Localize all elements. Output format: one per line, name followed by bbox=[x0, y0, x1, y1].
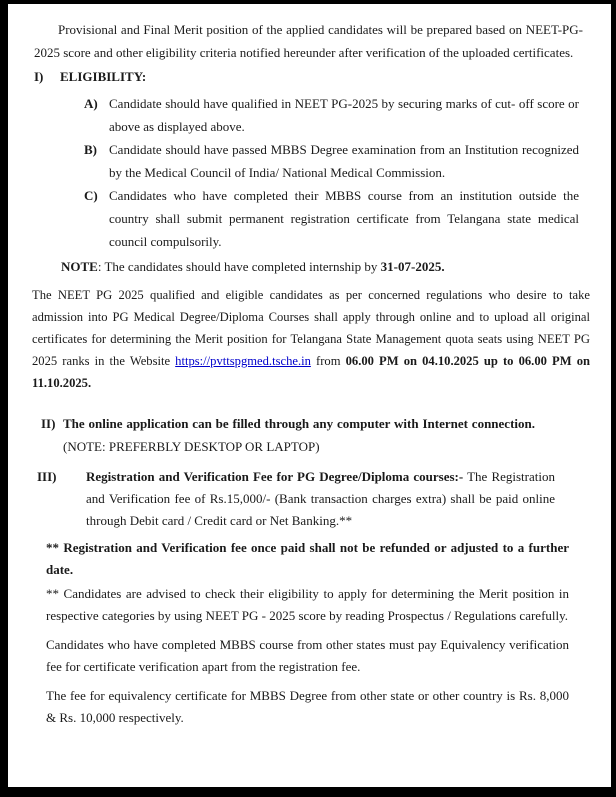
text-run: ** Registration and Verification fee once paid shall not be refunded or adjusted to a further date. bbox=[46, 540, 569, 577]
text-run: NOTE bbox=[61, 259, 98, 274]
text-run: Candidate should have passed MBBS Degree examination from an Institution recognized by the Medical Council of India/ National Medical Commission. bbox=[109, 142, 579, 180]
text-run: Candidates who have completed their MBBS course from an institution outside the country shall submit permanent registration certificate from Telangana state medical council compulsorily. bbox=[109, 188, 579, 249]
text-run: Candidates who have completed MBBS course from other states must pay Equivalency verification fee for certificate verification apart from the registration fee. bbox=[46, 637, 569, 674]
text-run: The Registration and Verification fee of Rs.15,000/- (Bank transaction charges extra) shall be paid online through Debit card / Credit card or Net Banking.** bbox=[86, 469, 555, 528]
item-ii-text bbox=[63, 412, 535, 458]
item-ii-marker: II) bbox=[41, 416, 56, 431]
equivalency-fee-amount-paragraph bbox=[46, 685, 569, 729]
eligibility-heading-marker: I) bbox=[34, 69, 44, 84]
text-run: (NOTE: PREFERBLY DESKTOP OR LAPTOP) bbox=[63, 439, 320, 454]
text-run: The NEET PG 2025 qualified and eligible candidates as per concerned regulations who desire to take admission into PG Medical Degree/Diploma Courses shall apply through online and to upload all original certificates for determining the Merit position for Telangana State Management quota seats using NEET PG 2025 ranks in the Website bbox=[32, 288, 590, 368]
document-page bbox=[8, 4, 611, 787]
list-item-c bbox=[34, 184, 579, 253]
eligibility-list bbox=[34, 92, 579, 253]
item-iii-text bbox=[86, 466, 555, 532]
list-item-a-text bbox=[109, 92, 579, 138]
text-run: Candidate should have qualified in NEET PG-2025 by securing marks of cut- off score or above as displayed above. bbox=[109, 96, 579, 134]
list-item-a-marker: A) bbox=[84, 96, 98, 111]
text-run: The online application can be filled through any computer with Internet connection. bbox=[63, 416, 535, 431]
item-iii bbox=[34, 466, 555, 532]
text-run: 06.00 PM on 04.10.2025 up to 06.00 PM on 11.10.2025. bbox=[32, 354, 590, 390]
list-item-c-text bbox=[109, 184, 579, 253]
eligibility-advice-paragraph bbox=[46, 583, 569, 627]
note-line bbox=[61, 255, 583, 278]
item-iii-marker: III) bbox=[37, 469, 57, 484]
text-run: Registration and Verification Fee for PG Degree/Diploma courses:- bbox=[86, 469, 464, 484]
eligibility-heading bbox=[34, 65, 583, 88]
application-window-paragraph bbox=[32, 284, 590, 394]
text-run: : The candidates should have completed internship by bbox=[97, 259, 381, 274]
refund-policy-paragraph bbox=[46, 537, 569, 581]
item-ii bbox=[34, 412, 535, 458]
list-item-b-text bbox=[109, 138, 579, 184]
website-link[interactable]: https://pvttspgmed.tsche.in bbox=[175, 354, 311, 368]
text-run: from bbox=[310, 354, 346, 368]
list-item-b-marker: B) bbox=[84, 142, 97, 157]
text-run: The fee for equivalency certificate for MBBS Degree from other state or other country is Rs. 8,000 & Rs. 10,000 respectively. bbox=[46, 688, 569, 725]
equivalency-fee-paragraph bbox=[46, 634, 569, 678]
list-item-a bbox=[34, 92, 579, 138]
text-run: Provisional and Final Merit position of the applied candidates will be prepared based on NEET-PG-2025 score and other eligibility criteria notified hereunder after verification of the uploaded certificates. bbox=[34, 22, 583, 60]
list-item-c-marker: C) bbox=[84, 188, 98, 203]
intro-paragraph bbox=[34, 18, 583, 64]
list-item-b bbox=[34, 138, 579, 184]
text-run: ** Candidates are advised to check their eligibility to apply for determining the Merit position in respective categories by using NEET PG - 2025 score by reading Prospectus / Regulations carefully. bbox=[46, 586, 569, 623]
text-run: 31-07-2025. bbox=[380, 259, 445, 274]
eligibility-heading-title: ELIGIBILITY: bbox=[60, 69, 147, 84]
